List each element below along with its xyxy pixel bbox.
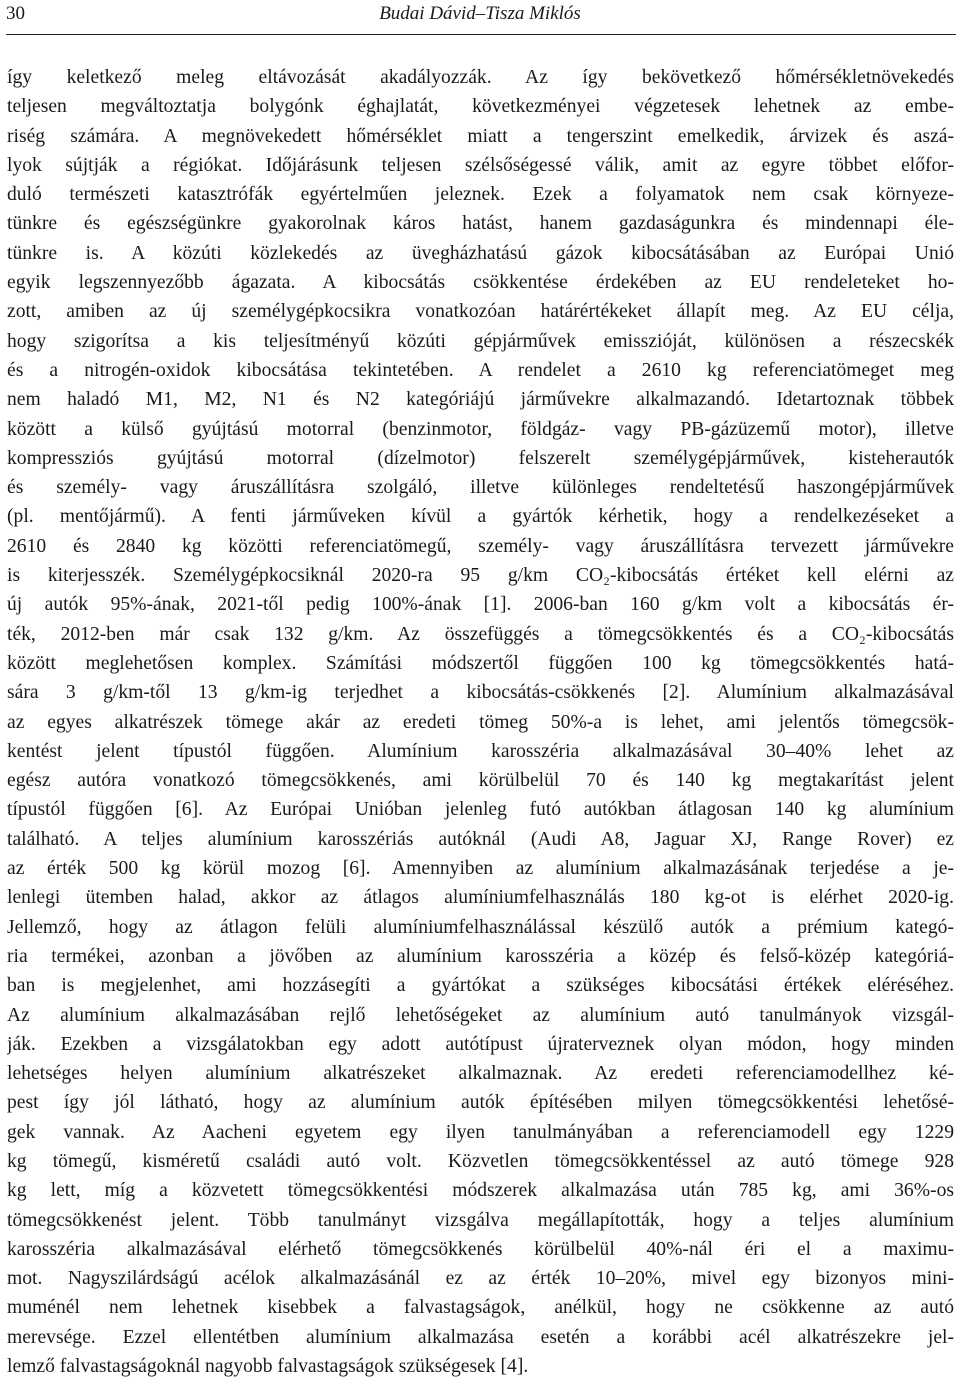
text-line: lyok sújtják a régiókat. Időjárásunk teljesen szélsőségessé válik, amit az egyre többet előfor- (7, 154, 954, 176)
text-line: és személy- vagy áruszállításra szolgáló, illetve különleges rendeltetésű haszongépjárművek (7, 477, 954, 499)
text-line: ják. Ezekben a vizsgálatokban egy adott autótípust újraterveznek olyan módon, hogy minden (7, 1033, 954, 1055)
text-line: nem haladó M1, M2, N1 és N2 kategóriájú járművekre alkalmazandó. Idetartoznak többek (7, 389, 954, 411)
text-line: így keletkező meleg eltávozását akadályozzák. Az így bekövetkező hőmérsékletnövekedés (7, 67, 954, 88)
text-line: típustól függően [6]. Az Európai Unióban jelenleg futó autókban átlagosan 140 kg alumínium (7, 799, 954, 821)
text-line: Az alumínium alkalmazásában rejlő lehetőségeket az alumínium autó tanulmányok vizsgál- (7, 1004, 954, 1026)
text-line: között a külső gyújtású motorral (benzinmotor, földgáz- vagy PB-gázüzemű motor), illetve (7, 418, 954, 440)
text-line: zott, amiben az új személygépkocsikra vonatkozóan határértékeket állapít meg. Az EU célja, (7, 301, 954, 323)
text-line: lenlegi ütemben halad, akkor az átlagos alumíniumfelhasználás 180 kg-ot is elérhet 2020-ig. (7, 887, 954, 909)
text-line: az egyes alkatrészek tömege akár az eredeti tömeg 50%-a is lehet, ami jelentős tömegcsök- (7, 711, 954, 733)
text-line: található. A teljes alumínium karosszériás autóknál (Audi A8, Jaguar XJ, Range Rover) ez (7, 828, 954, 850)
text-line: tünkre és egészségünkre gyakorolnak káros hatást, hanem gazdaságunkra és mindennapi éle- (7, 213, 954, 235)
text-line: ria termékei, azonban a jövőben az alumínium karosszéria a közép és felső-közép kategóriá- (7, 945, 954, 967)
text-line: ban is megjelenhet, ami hozzásegíti a gyártókat a szükséges kibocsátási értékek eléréséhez. (7, 975, 954, 997)
running-head: Budai Dávid–Tisza Miklós (379, 3, 581, 24)
text-line: tünkre is. A közúti közlekedés az üvegházhatású gázok kibocsátásában az Európai Unió (7, 242, 954, 264)
text-line: muménél nem lehetnek kisebbek a falvastagságok, anélkül, hogy ne csökkenne az autó (7, 1297, 954, 1319)
text-line: között meglehetősen komplex. Számítási módszertől függően 100 kg tömegcsökkentés hatá- (7, 652, 954, 674)
text-line: lehetséges helyen alumínium alkatrészeket alkalmaznak. Az eredeti referenciamodellhez ké- (7, 1063, 954, 1085)
text-line: kentést jelent típustól függően. Alumínium karosszéria alkalmazásával 30–40% lehet az (7, 740, 954, 762)
text-line: tömegcsökkenést jelent. Több tanulmányt vizsgálva megállapították, hogy a teljes alumínium (7, 1209, 954, 1231)
text-line: egész autóra vonatkozó tömegcsökkenés, ami körülbelül 70 és 140 kg megtakarítást jelent (7, 770, 954, 792)
text-line: új autók 95%-ának, 2021-től pedig 100%-ának [1]. 2006-ban 160 g/km volt a kibocsátás ér- (7, 594, 954, 616)
text-line: lemző falvastagságoknál nagyobb falvastagságok szükségesek [4]. (7, 1356, 529, 1378)
text-line: riség számára. A megnövekedett hőmérséklet miatt a tengerszint emelkedik, árvizek és aszá- (7, 125, 954, 147)
text-line: kg tömegű, kisméretű családi autó volt. Közvetlen tömegcsökkentéssel az autó tömege 928 (7, 1150, 954, 1172)
text-line: 2610 és 2840 kg közötti referenciatömegű, személy- vagy áruszállításra tervezett járművekre (7, 535, 954, 557)
page-header (0, 0, 960, 30)
text-line: gek vannak. Az Aacheni egyetem egy ilyen tanulmányában a referenciamodell egy 1229 (7, 1121, 954, 1143)
body-paragraph (7, 63, 954, 1381)
text-line: kg lett, míg a közvetett tömegcsökkentési módszerek alkalmazása után 785 kg, ami 36%-os (7, 1180, 954, 1202)
text-line: karosszéria alkalmazásával elérhető tömegcsökkenés körülbelül 40%-nál éri el a maximu- (7, 1238, 954, 1260)
text-line: az érték 500 kg körül mozog [6]. Amennyiben az alumínium alkalmazásának terjedése a je- (7, 858, 954, 880)
text-line: Jellemző, hogy az átlagon felüli alumíniumfelhasználással készülő autók a prémium kategó- (7, 916, 954, 938)
text-line: kompressziós gyújtású motorral (dízelmotor) felszerelt személygépjárművek, kisteherautók (7, 447, 954, 469)
text-line: duló természeti katasztrófák egyértelműen jeleznek. Ezek a folyamatok nem csak környeze- (7, 184, 954, 206)
text-line: teljesen megváltoztatja bolygónk éghajlatát, következményei végzetesek lehetnek az embe- (7, 96, 954, 118)
text-line: sára 3 g/km-től 13 g/km-ig terjedhet a kibocsátás-csökkenés [2]. Alumínium alkalmazásával (7, 682, 954, 704)
text-line: merevsége. Ezzel ellentétben alumínium alkalmazása esetén a korábbi acél alkatrészekre jel- (7, 1326, 954, 1348)
text-line: hogy szigorítsa a kis teljesítményű közúti gépjárművek emisszióját, különösen a részecskék (7, 330, 954, 352)
text-line: és a nitrogén-oxidok kibocsátása tekintetében. A rendelet a 2610 kg referenciatömeget meg (7, 359, 954, 381)
text-line: ték, 2012-ben már csak 132 g/km. Az összefüggés a tömegcsökkentés és a CO₂-kibocsátás (7, 623, 954, 645)
text-line: mot. Nagyszilárdságú acélok alkalmazásánál ez az érték 10–20%, mivel egy bizonyos mini- (7, 1268, 954, 1290)
page-number: 30 (6, 3, 25, 24)
text-line: (pl. mentőjármű). A fenti járműveken kívül a gyártók kérhetik, hogy a rendelkezéseket a (7, 506, 954, 528)
text-line: is kiterjesszék. Személygépkocsiknál 2020-ra 95 g/km CO₂-kibocsátás értéket kell elérni az (7, 565, 954, 587)
header-rule (6, 34, 956, 35)
text-line: pest így jól látható, hogy az alumínium autók építésében milyen tömegcsökkentési lehetősé- (7, 1092, 954, 1114)
text-line: egyik legszennyezőbb ágazata. A kibocsátás csökkentése érdekében az EU rendeleteket ho- (7, 272, 954, 294)
